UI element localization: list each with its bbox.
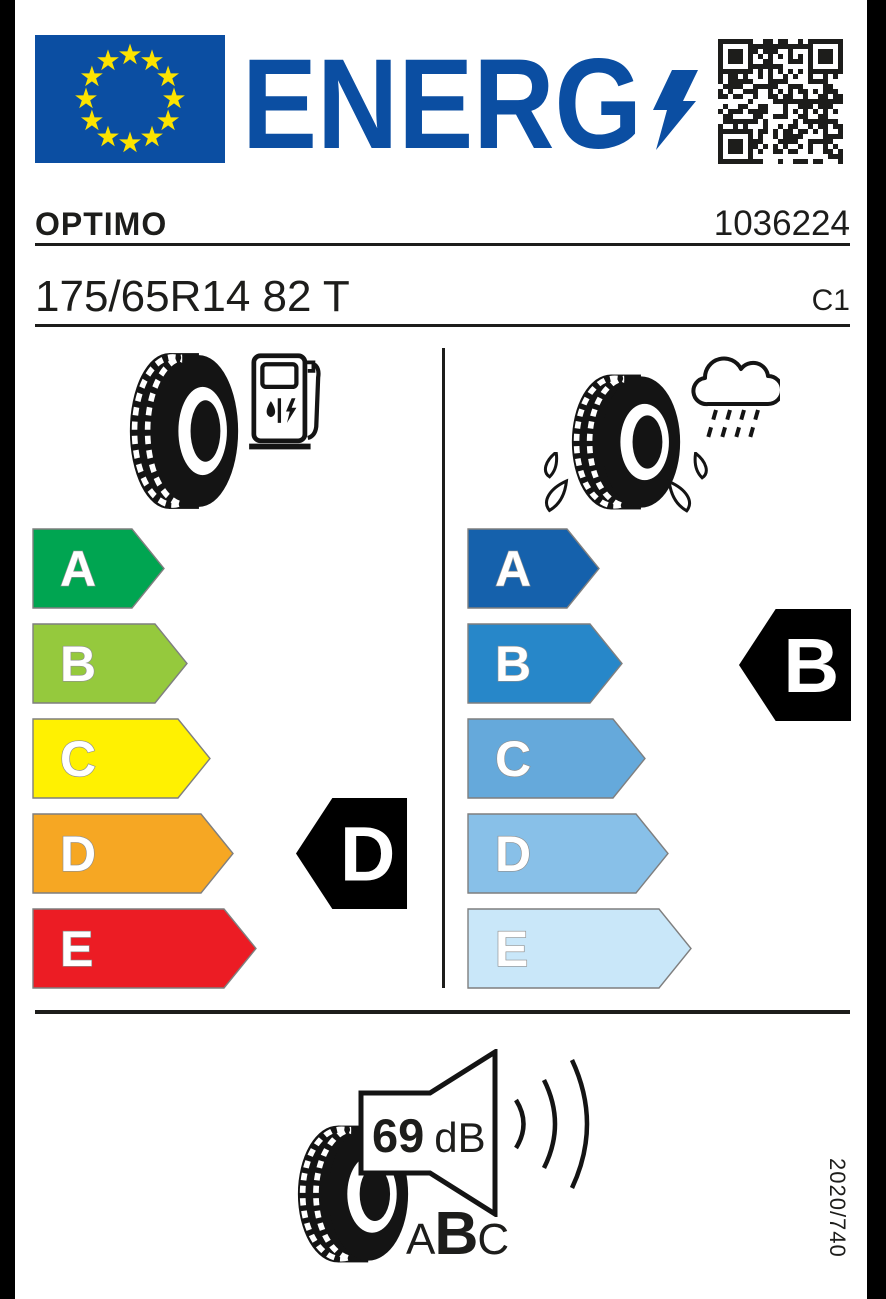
energ-logo (240, 38, 660, 162)
fuel-rating-indicator (295, 797, 408, 910)
eu-flag (35, 35, 225, 163)
rain-cloud-icon (684, 348, 780, 442)
fuel-class-letter: E (60, 921, 94, 977)
tyre-class: C1 (811, 284, 850, 317)
fuel-class-letter: D (60, 826, 97, 882)
tyre-icon (128, 349, 240, 513)
wet-grip-rating-letter: B (783, 623, 840, 710)
divider-line (35, 243, 850, 246)
noise-value-row (372, 1108, 486, 1163)
wet-class-D (467, 813, 670, 894)
lightning-bolt-icon (650, 70, 702, 154)
right-border-bar (867, 0, 886, 1299)
noise-class-scale (406, 1198, 508, 1268)
divider-line (35, 1010, 850, 1014)
water-splash-icon (536, 452, 720, 514)
noise-class-C: C (477, 1215, 509, 1264)
noise-class-A: A (406, 1215, 435, 1264)
fuel-pump-icon (248, 351, 324, 455)
wet-class-A (467, 528, 601, 609)
fuel-class-B (32, 623, 189, 704)
type-identifier: 1036224 (713, 204, 850, 243)
fuel-class-D (32, 813, 235, 894)
noise-class-B: B (434, 1199, 478, 1267)
wet-class-E (467, 908, 693, 989)
wet-class-letter: A (495, 541, 532, 597)
noise-unit: dB (434, 1114, 486, 1161)
tyre-size-designation: 175/65R14 82 T (35, 272, 350, 321)
sound-waves-icon (512, 1054, 598, 1194)
qr-code (716, 37, 845, 166)
fuel-class-letter: A (60, 541, 97, 597)
wet-grip-rating-indicator (738, 608, 852, 722)
left-border-bar (0, 0, 15, 1299)
supplier-name: OPTIMO (35, 206, 168, 242)
fuel-class-letter: B (60, 636, 97, 692)
wet-class-letter: E (495, 921, 529, 977)
noise-value: 69 (372, 1109, 425, 1162)
wet-class-letter: D (495, 826, 532, 882)
wet-class-B (467, 623, 624, 704)
wet-class-letter: C (495, 731, 532, 787)
energ-wordmark: ENERG (242, 38, 642, 162)
fuel-class-C (32, 718, 212, 799)
wet-class-C (467, 718, 647, 799)
divider-line (35, 324, 850, 327)
fuel-rating-letter: D (340, 812, 396, 898)
divider-line (442, 348, 445, 988)
fuel-tyre-icon (128, 349, 240, 513)
rain-drops-icon (708, 410, 758, 438)
regulation-number: 2020/740 (825, 1158, 850, 1258)
fuel-class-letter: C (60, 731, 97, 787)
wet-class-letter: B (495, 636, 532, 692)
fuel-class-A (32, 528, 166, 609)
fuel-class-E (32, 908, 258, 989)
